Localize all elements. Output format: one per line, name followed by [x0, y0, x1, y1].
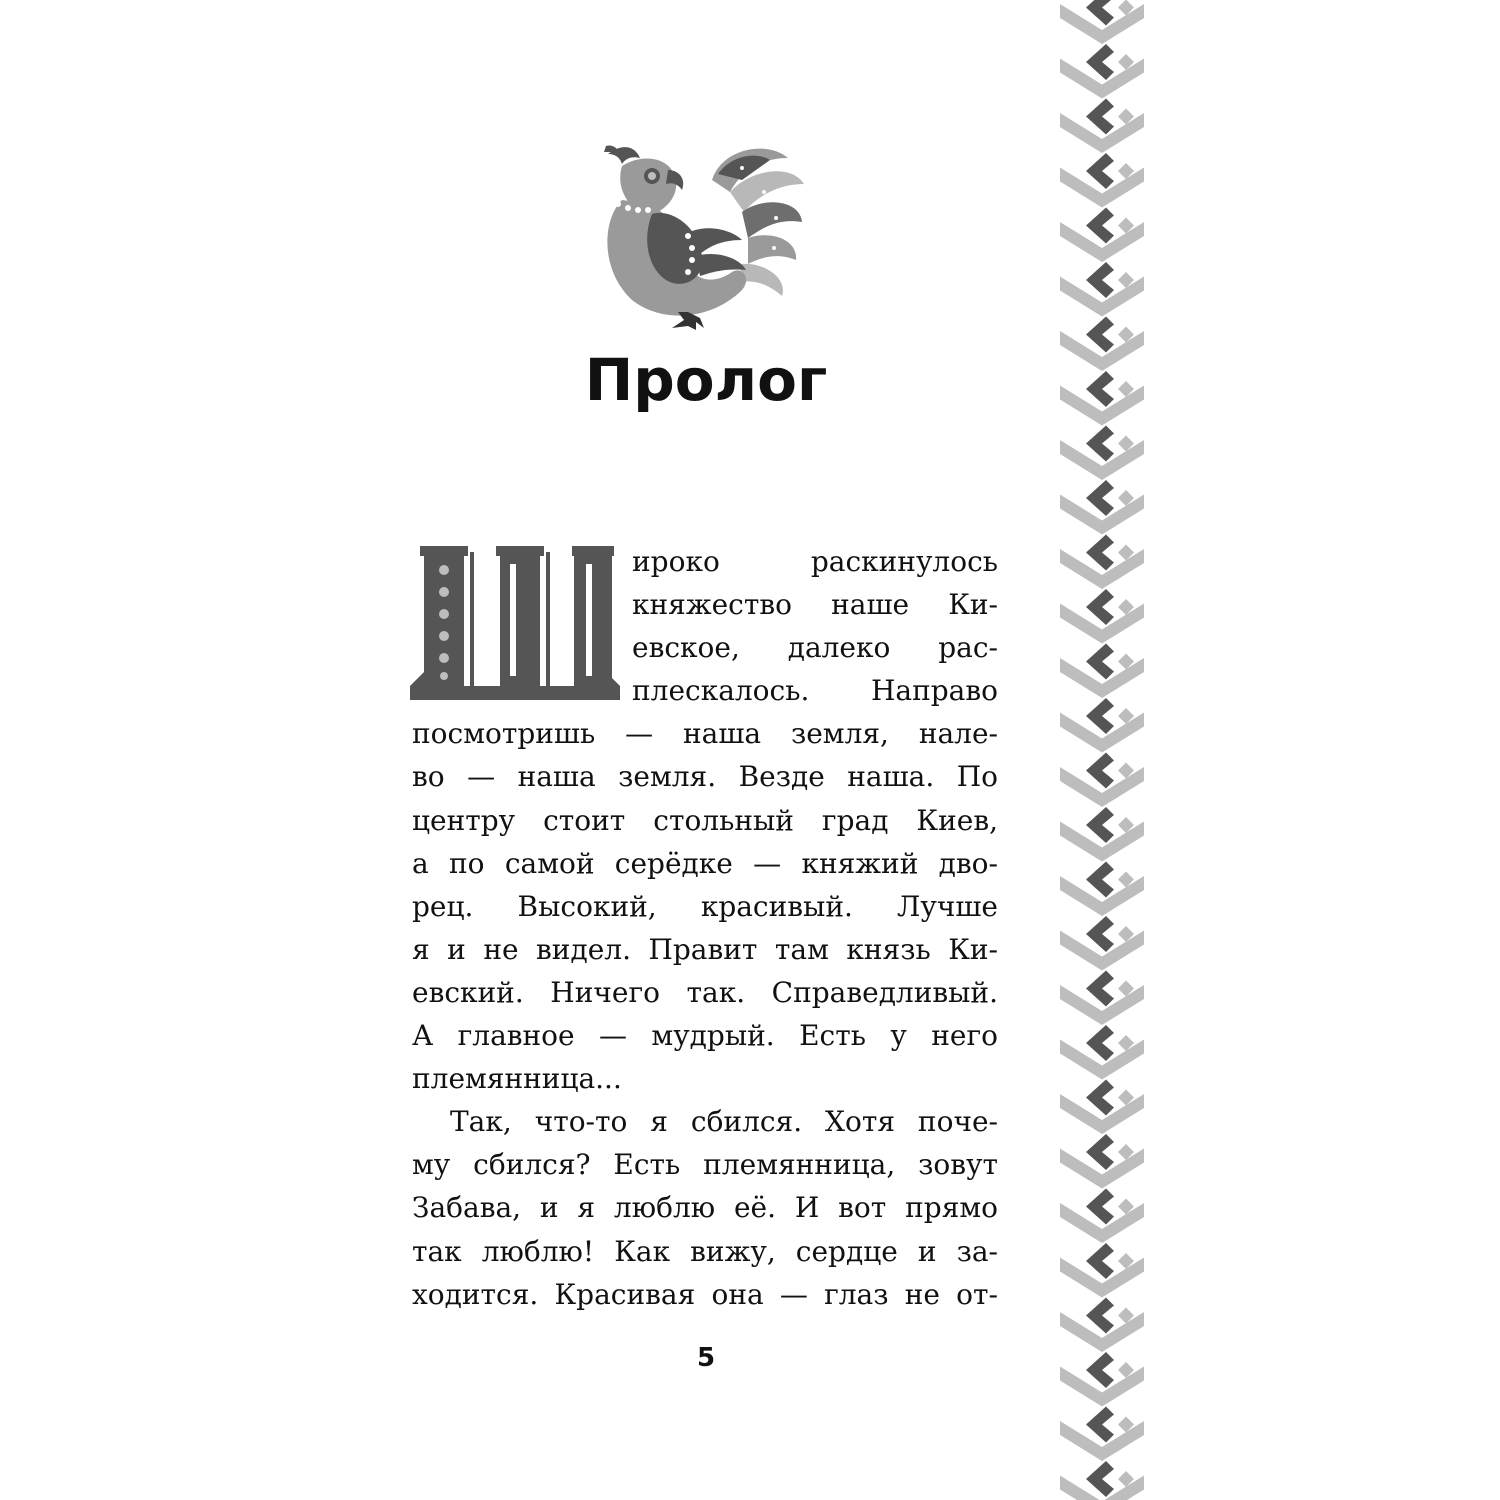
border-arrow: [1086, 698, 1114, 734]
border-arrow: [1086, 971, 1114, 1007]
border-arrow: [1086, 208, 1114, 244]
text-line: я и не видел. Правит там князь Ки-: [412, 932, 998, 966]
text-line: во — наша земля. Везде наша. По: [412, 760, 998, 794]
text-line: так люблю! Как вижу, сердце и за-: [412, 1234, 998, 1268]
border-arrow: [1086, 1298, 1114, 1334]
text-line: плескалось. Направо: [632, 674, 998, 708]
text-line: евское, далеко рас-: [632, 631, 998, 665]
border-arrow: [1086, 1189, 1114, 1225]
text-line: посмотришь — наша земля, нале-: [412, 717, 998, 751]
border-arrow: [1086, 1352, 1114, 1388]
text-line: Так, что-то я сбился. Хотя поче-: [450, 1105, 998, 1139]
body-text: [412, 540, 998, 1316]
border-arrow: [1086, 1134, 1114, 1170]
border-arrow: [1086, 589, 1114, 625]
border-arrow: [1086, 535, 1114, 571]
border-arrow: [1086, 644, 1114, 680]
bird-emblem-icon: [592, 140, 804, 332]
text-line: А главное — мудрый. Есть у него: [412, 1019, 998, 1053]
border-arrow: [1086, 862, 1114, 898]
text-line: евский. Ничего так. Справедливый.: [412, 975, 998, 1009]
border-arrow: [1086, 916, 1114, 952]
text-line: ироко раскинулось: [632, 545, 998, 578]
border-arrow: [1086, 371, 1114, 407]
border-arrow: [1086, 99, 1114, 135]
text-line: рец. Высокий, красивый. Лучше: [412, 889, 998, 923]
border-arrow: [1086, 44, 1114, 80]
chevron-border-pattern: [1058, 0, 1148, 1500]
border-arrow: [1086, 753, 1114, 789]
text-line: Забава, и я люблю её. И вот прямо: [412, 1191, 998, 1225]
border-arrow: [1086, 153, 1114, 189]
text-line: княжество наше Ки-: [632, 588, 998, 622]
text-line: ходится. Красивая она — глаз не от-: [412, 1277, 998, 1311]
border-arrow: [1086, 262, 1114, 298]
border-arrow: [1086, 1025, 1114, 1061]
border-arrow: [1086, 426, 1114, 462]
page-number: 5: [696, 1343, 716, 1373]
text-line: племянница...: [412, 1062, 622, 1096]
chapter-title: Пролог: [584, 346, 828, 414]
border-arrow: [1086, 1080, 1114, 1116]
border-arrow: [1086, 480, 1114, 516]
text-line: а по самой серёдке — княжий дво-: [412, 846, 998, 880]
border-arrow: [1086, 1461, 1114, 1497]
border-arrow: [1086, 1407, 1114, 1443]
text-line: центру стоит стольный град Киев,: [412, 803, 998, 837]
border-arrow: [1086, 0, 1114, 26]
border-arrow: [1086, 317, 1114, 353]
border-arrow: [1086, 1243, 1114, 1279]
border-arrow: [1086, 807, 1114, 843]
text-line: му сбился? Есть племянница, зовут: [412, 1148, 998, 1182]
